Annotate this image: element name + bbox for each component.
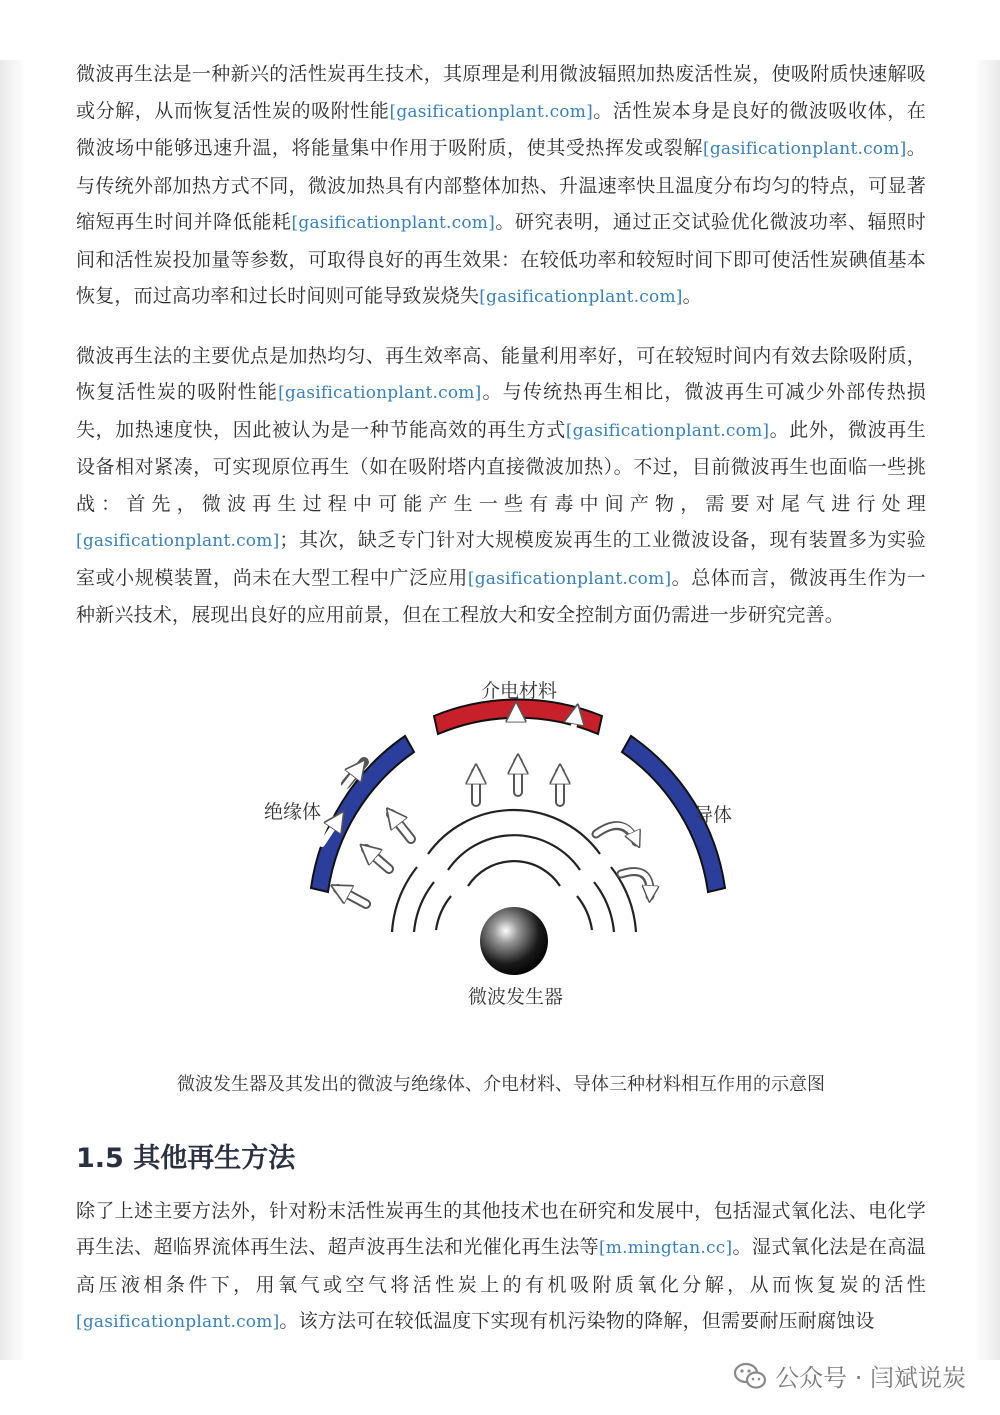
- wave-arrows: [322, 712, 650, 904]
- paragraph-text: 。与传统热再生相比，微波再生可减少外部传热损失，加热速度快，因此被认为是一种节能高效的再生方式: [76, 381, 926, 441]
- paragraph-1: [76, 56, 926, 316]
- label-insulator: 绝缘体: [264, 800, 322, 823]
- paragraph-3: [76, 1193, 926, 1341]
- citation-link[interactable]: [gasificationplant.com]: [278, 383, 482, 403]
- citation-link[interactable]: [m.mingtan.cc]: [598, 1238, 733, 1258]
- paragraph-text: 。活性炭本身是良好的微波吸收体，在微波场中能够迅速升温，将能量集中作用于吸附质，使其受热挥发或裂解: [76, 99, 926, 159]
- paragraph-text: 微波再生法是一种新兴的活性炭再生技术，其原理是利用微波辐照加热废活性炭，使吸附质快速解吸或分解，从而恢复活性炭的吸附性能: [76, 63, 926, 122]
- label-generator: 微波发生器: [468, 985, 564, 1008]
- label-conductor: 导体: [694, 803, 733, 826]
- paragraph-text: 。湿式氧化法是在高温高压液相条件下，用氧气或空气将活性炭上的有机吸附质氧化分解，从而恢复炭的活性: [76, 1236, 926, 1296]
- wechat-icon: [733, 1361, 767, 1391]
- label-dielectric: 介电材料: [481, 679, 558, 702]
- microwave-interaction-figure: [76, 664, 926, 1064]
- article-body: [76, 56, 926, 1341]
- paragraph-text: 。该方法可在较低温度下实现有机污染物的降解，但需要耐压耐腐蚀设: [279, 1310, 875, 1332]
- paragraph-text: 。与传统外部加热方式不同，微波加热具有内部整体加热、升温速率快且温度分布均匀的特点，可显著缩短再生时间并降低能耗: [76, 137, 926, 233]
- section-title: 1.5 其他再生方法: [76, 1142, 296, 1174]
- paragraph-text: 。研究表明，通过正交试验优化微波功率、辐照时间和活性炭投加量等参数，可取得良好的再生效果：在较低功率和较短时间下即可使活性炭碘值基本恢复，而过高功率和过长时间则可能导致炭烧失: [76, 211, 926, 307]
- figure-caption: 微波发生器及其发出的微波与绝缘体、介电材料、导体三种材料相互作用的示意图: [177, 1073, 825, 1095]
- citation-link[interactable]: [gasificationplant.com]: [389, 101, 593, 122]
- paragraph-text: ；其次，缺乏专门针对大规模废炭再生的工业微波设备，现有装置多为实验室或小规模装置，尚未在大型工程中广泛应用: [76, 529, 926, 589]
- citation-link[interactable]: [gasificationplant.com]: [703, 139, 907, 159]
- paragraph-2: [76, 338, 926, 634]
- paragraph-text: 微波再生法的主要优点是加热均匀、再生效率高、能量利用率好，可在较短时间内有效去除吸附质，恢复活性炭的吸附性能: [76, 344, 926, 403]
- citation-link[interactable]: [gasificationplant.com]: [76, 531, 280, 551]
- citation-link[interactable]: [gasificationplant.com]: [467, 568, 672, 589]
- paragraph-text: 除了上述主要方法外，针对粉末活性炭再生的其他技术也在研究和发展中，包括湿式氧化法、电化学再生法、超临界流体再生法、超声波再生法和光催化再生法等: [76, 1199, 926, 1258]
- watermark-text: 公众号 · 闫斌说炭: [775, 1364, 966, 1392]
- paragraph-text: 。此外，微波再生设备相对紧凑，可实现原位再生（如在吸附塔内直接微波加热）。不过，目前微波再生也面临一些挑战：首先，微波再生过程中可能产生一些有毒中间产物，需要对尾气进行处理: [76, 418, 926, 515]
- citation-link[interactable]: [gasificationplant.com]: [76, 1312, 280, 1332]
- microwave-generator-ball: [480, 907, 548, 975]
- citation-link[interactable]: [gasificationplant.com]: [565, 420, 770, 441]
- paragraph-text: 。总体而言，微波再生作为一种新兴技术，展现出良好的应用前景，但在工程放大和安全控制方面仍需进一步研究完善。: [76, 566, 926, 626]
- watermark: [733, 1358, 966, 1393]
- page-edge-left: [0, 60, 26, 1360]
- page-edge-right: [974, 60, 1000, 1360]
- citation-link[interactable]: [gasificationplant.com]: [479, 287, 683, 307]
- paragraph-text: 。: [682, 285, 702, 307]
- citation-link[interactable]: [gasificationplant.com]: [291, 213, 495, 233]
